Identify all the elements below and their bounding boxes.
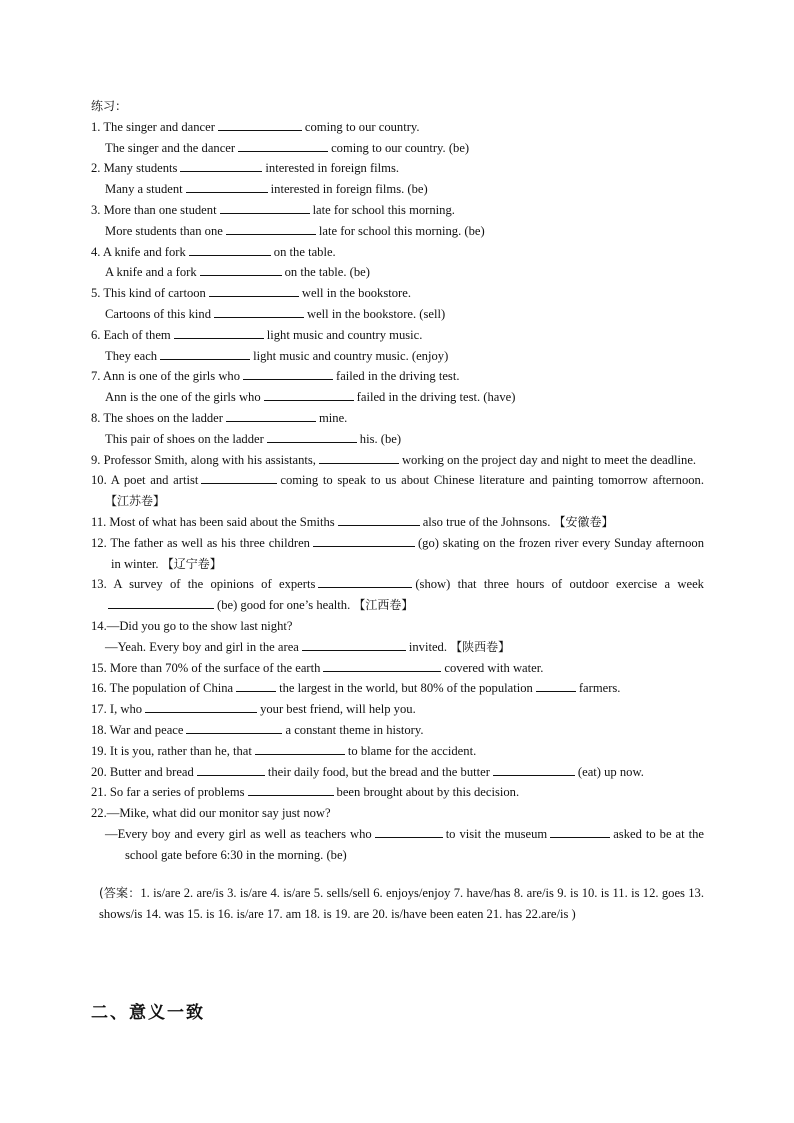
question-6b: They each light music and country music. (enjoy)	[91, 346, 704, 367]
question-1a: 1. The singer and dancer coming to our country.	[91, 117, 704, 138]
question-2b: Many a student interested in foreign films. (be)	[91, 179, 704, 200]
section-title: 二、意义一致	[91, 1003, 205, 1023]
answer-key: (答案：1. is/are 2. are/is 3. is/are 4. is/are 5. sells/sell 6. enjoys/enjoy 7. have/has 8. are/is 9. is 10. is 11. is 12. goes 13. shows/is 14. was 15. is 16. is/are 17. am 18. is 19. are 20. is/have been eaten 21. has 22.are/is )	[99, 886, 704, 922]
question-7a: 7. Ann is one of the girls who failed in the driving test.	[91, 366, 704, 387]
question-4b: A knife and a fork on the table. (be)	[91, 262, 704, 283]
question-13: 13. A survey of the opinions of experts (show) that three hours of outdoor exercise a week (be) good for one’s health. 【江西卷】	[91, 574, 704, 616]
question-7b: Ann is the one of the girls who failed in the driving test. (have)	[91, 387, 704, 408]
question-14a: 14.—Did you go to the show last night?	[91, 618, 293, 633]
question-3a: 3. More than one student late for school this morning.	[91, 200, 704, 221]
exercise-heading: 练习：	[91, 99, 128, 113]
question-18: 18. War and peace a constant theme in history.	[91, 720, 704, 741]
question-1b: The singer and the dancer coming to our country. (be)	[91, 138, 704, 159]
question-5b: Cartoons of this kind well in the bookstore. (sell)	[91, 304, 704, 325]
question-3b: More students than one late for school this morning. (be)	[91, 221, 704, 242]
question-11: 11. Most of what has been said about the Smiths also true of the Johnsons. 【安徽卷】	[91, 512, 704, 533]
question-8a: 8. The shoes on the ladder mine.	[91, 408, 704, 429]
question-22a: 22.—Mike, what did our monitor say just now?	[91, 806, 331, 821]
question-20: 20. Butter and bread their daily food, but the bread and the butter (eat) up now.	[91, 762, 704, 783]
question-12: 12. The father as well as his three children (go) skating on the frozen river every Sunday afternoon in winter. 【辽宁卷】	[91, 533, 704, 575]
question-10: 10. A poet and artist coming to speak to us about Chinese literature and painting tomorrow afternoon. 【江苏卷】	[91, 470, 704, 512]
question-15: 15. More than 70% of the surface of the earth covered with water.	[91, 658, 704, 679]
question-19: 19. It is you, rather than he, that to blame for the accident.	[91, 741, 704, 762]
question-21: 21. So far a series of problems been brought about by this decision.	[91, 782, 704, 803]
question-16: 16. The population of China the largest in the world, but 80% of the population farmers.	[91, 678, 704, 699]
question-8b: This pair of shoes on the ladder his. (be)	[91, 429, 704, 450]
question-5a: 5. This kind of cartoon well in the bookstore.	[91, 283, 704, 304]
question-14b: —Yeah. Every boy and girl in the area invited. 【陕西卷】	[91, 637, 704, 658]
question-6a: 6. Each of them light music and country music.	[91, 325, 704, 346]
exercise-page	[91, 96, 704, 925]
question-4a: 4. A knife and fork on the table.	[91, 242, 704, 263]
question-9: 9. Professor Smith, along with his assistants, working on the project day and night to meet the deadline.	[91, 450, 704, 471]
question-22b: —Every boy and every girl as well as teachers who to visit the museum asked to be at the school gate before 6:30 in the morning. (be)	[105, 824, 704, 866]
question-17: 17. I, who your best friend, will help you.	[91, 699, 704, 720]
question-2a: 2. Many students interested in foreign films.	[91, 158, 704, 179]
